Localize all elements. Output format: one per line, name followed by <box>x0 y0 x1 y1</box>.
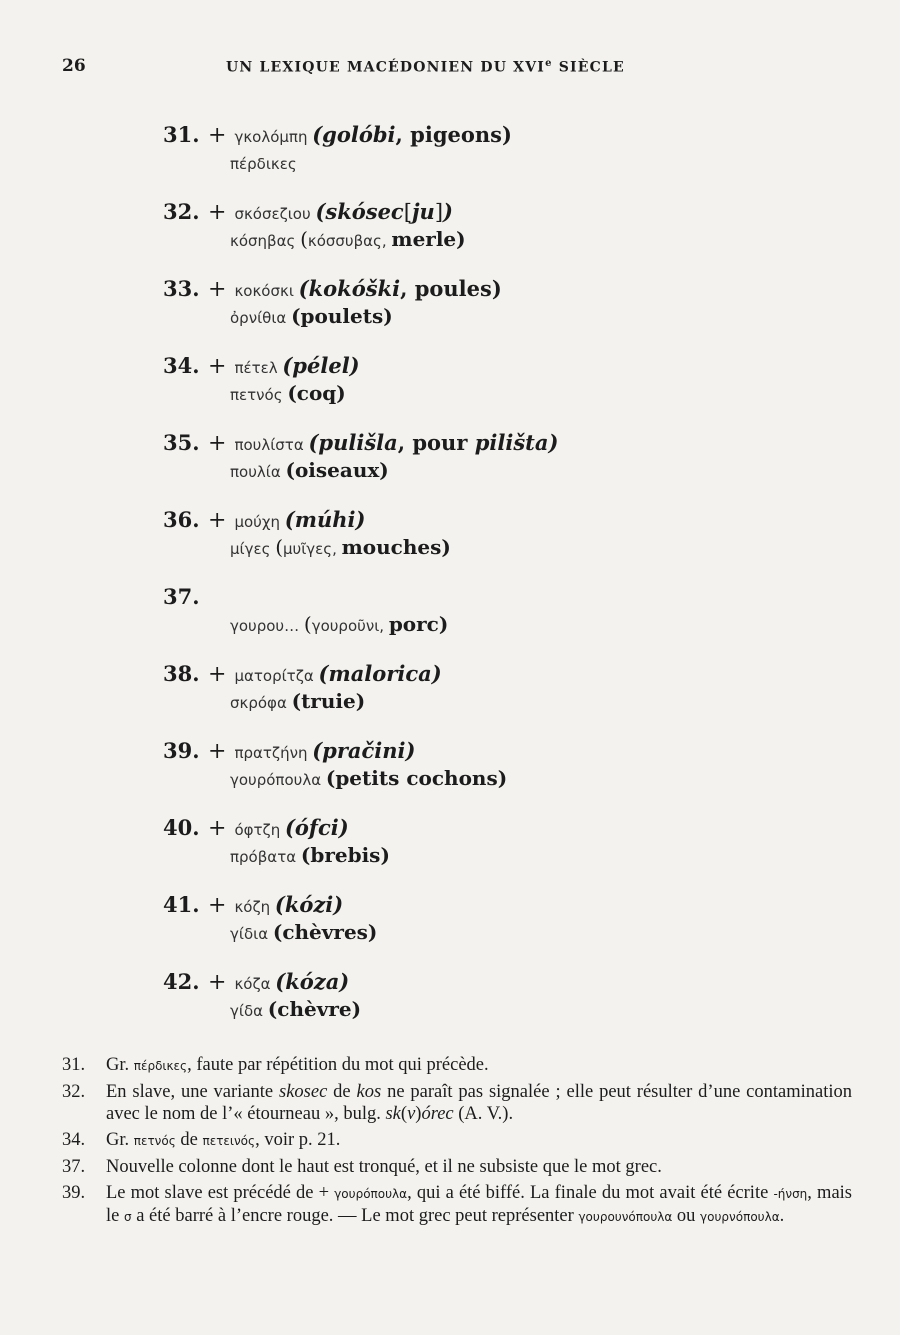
footnote-segment: de <box>327 1082 357 1102</box>
lexicon-entry <box>163 892 558 969</box>
entry-segment: , pour <box>397 430 475 455</box>
entry-segment: πετνός <box>230 386 288 404</box>
entry-segment: (kokóški <box>298 276 401 301</box>
entry-slavic-line <box>163 276 558 304</box>
entry-segment: γίδα <box>230 1002 268 1020</box>
footnote-segment: -ήνση <box>773 1187 808 1201</box>
entry-segment: γκολόμπη <box>234 128 313 146</box>
entry-greek-line <box>163 304 558 328</box>
footnote-segment: πετεινός <box>202 1134 256 1148</box>
footnote-segment: En slave, une variante <box>106 1082 279 1102</box>
entry-segment: pilišta) <box>474 430 559 455</box>
running-title-text: UN LEXIQUE MACÉDONIEN DU XVI <box>226 59 546 76</box>
entry-segment: (pračini) <box>312 738 416 763</box>
entry-slavic-line <box>163 738 558 766</box>
entry-greek-line <box>163 381 558 405</box>
entry-segment: σκόσεζιου <box>234 205 316 223</box>
entry-segment: ju <box>411 199 435 224</box>
footnote-text <box>106 1129 852 1152</box>
footnote-number: 34. <box>62 1130 86 1150</box>
footnote-segment: órec <box>421 1104 454 1124</box>
entry-segment: (chèvres) <box>272 920 378 944</box>
entry-segment: (kózi) <box>274 892 344 917</box>
entry-slavic-line <box>163 892 558 920</box>
footnote-segment: , voir p. 21. <box>255 1130 341 1150</box>
footnote-segment: Nouvelle colonne dont le haut est tronqué, et il ne subsiste que le mot grec. <box>106 1157 662 1177</box>
footnote-segment: γουρουνόπουλα <box>578 1210 673 1224</box>
entry-segment: κόσσυβας, <box>307 232 392 250</box>
footnote-number: 39. <box>62 1183 86 1203</box>
entry-number: 32. <box>163 199 200 224</box>
entry-segment: σκρόφα <box>230 694 292 712</box>
footnote-number: 37. <box>62 1157 86 1177</box>
footnote-text <box>106 1182 852 1228</box>
entry-segment: μυῖγες, <box>283 540 342 558</box>
footnote-segment: , faute par répétition du mot qui précède. <box>187 1055 489 1075</box>
footnote <box>62 1129 852 1152</box>
entry-segment: (pulišla <box>308 430 398 455</box>
footnote-segment: a été barré à l’encre rouge. — Le mot grec peut représenter <box>131 1206 579 1226</box>
entry-segment: πουλίστα <box>234 436 309 454</box>
cross-mark: + <box>208 354 227 379</box>
entry-segment: γίδια <box>230 925 273 943</box>
footnote-segment: γουρόπουλα <box>334 1187 408 1201</box>
entry-segment: ὀρνίθια <box>230 309 292 327</box>
entry-segment: (oiseaux) <box>285 458 389 482</box>
footnote-segment: de <box>175 1130 203 1150</box>
lexicon-entry <box>163 661 558 738</box>
entry-slavic-line <box>163 815 558 843</box>
entry-segment: (múhi) <box>284 507 366 532</box>
footnote-segment: Le mot slave est précédé de + <box>106 1183 335 1203</box>
footnote <box>62 1054 852 1077</box>
lexicon-entry <box>163 353 558 430</box>
entry-number: 34. <box>163 353 200 378</box>
cross-mark: + <box>208 970 227 995</box>
footnote <box>62 1182 852 1228</box>
footnote-text <box>106 1081 852 1125</box>
entry-segment: γουρόπουλα <box>230 771 326 789</box>
entry-segment: , pigeons) <box>395 122 512 147</box>
entry-number: 38. <box>163 661 200 686</box>
entry-greek-line <box>163 150 558 174</box>
lexicon-entries <box>163 122 558 1046</box>
entry-segment: (petits cochons) <box>325 766 508 790</box>
running-title-sup: e <box>545 58 553 69</box>
footnote-segment: sk <box>385 1104 401 1124</box>
entry-segment: πέρδικες <box>230 155 297 173</box>
footnote-segment: ne paraît pas signalée ; elle peut résulter d’une contamination avec le nom de l’« étourneau », bulg. <box>106 1082 852 1124</box>
entry-segment: κοκόσκι <box>234 282 299 300</box>
cross-mark: + <box>208 662 227 687</box>
entry-slavic-line <box>163 661 558 689</box>
page-number: 26 <box>62 56 86 76</box>
cross-mark: + <box>208 277 227 302</box>
footnote-segment: ( <box>400 1104 408 1124</box>
entry-segment: πέτελ <box>234 359 283 377</box>
entry-segment: όφτζη <box>234 821 285 839</box>
entry-segment: κόζα <box>234 975 276 993</box>
entry-segment: (truie) <box>291 689 366 713</box>
entry-slavic-line <box>163 969 558 997</box>
entry-greek-line <box>163 843 558 867</box>
footnote-text <box>106 1054 852 1077</box>
entry-greek-line <box>163 997 558 1021</box>
entry-segment: ( <box>275 535 283 559</box>
running-title-end: SIÈCLE <box>552 59 625 76</box>
entry-segment: (chèvre) <box>267 997 362 1021</box>
footnote-number: 32. <box>62 1082 86 1102</box>
entry-slavic-line <box>163 430 558 458</box>
entry-number: 31. <box>163 122 200 147</box>
entry-greek-line <box>163 535 558 559</box>
entry-number: 36. <box>163 507 200 532</box>
entry-number: 39. <box>163 738 200 763</box>
lexicon-entry <box>163 815 558 892</box>
lexicon-entry <box>163 430 558 507</box>
lexicon-entry <box>163 507 558 584</box>
footnote-segment: Gr. <box>106 1055 134 1075</box>
footnote-number: 31. <box>62 1055 86 1075</box>
entry-segment: (skósec <box>315 199 404 224</box>
cross-mark: + <box>208 893 227 918</box>
cross-mark: + <box>208 123 227 148</box>
entry-segment: , poules) <box>400 276 502 301</box>
entry-slavic-line <box>163 122 558 150</box>
footnote-segment: . <box>779 1206 785 1226</box>
entry-segment: (poulets) <box>291 304 393 328</box>
footnote-segment: , mais le <box>106 1183 852 1226</box>
entry-segment: ] <box>434 200 444 224</box>
cross-mark: + <box>208 508 227 533</box>
entry-number: 41. <box>163 892 200 917</box>
entry-segment: γουρου… <box>230 617 304 635</box>
cross-mark: + <box>208 816 227 841</box>
entry-segment: ματορίτζα <box>234 667 319 685</box>
entry-segment: merle) <box>391 227 466 251</box>
entry-greek-line <box>163 227 558 251</box>
entry-segment: (pélel) <box>282 353 360 378</box>
footnote-segment: skosec <box>279 1082 328 1102</box>
entry-greek-line <box>163 458 558 482</box>
entry-slavic-line <box>163 584 558 612</box>
entry-slavic-line <box>163 507 558 535</box>
footnote-segment: v <box>407 1104 416 1124</box>
entry-segment: πρόβατα <box>230 848 301 866</box>
footnote-segment: , qui a été biffé. La finale du mot avait été écrite <box>407 1183 774 1203</box>
entry-greek-line <box>163 612 558 636</box>
entry-slavic-line <box>163 199 558 227</box>
cross-mark: + <box>208 431 227 456</box>
cross-mark: + <box>208 739 227 764</box>
entry-number: 42. <box>163 969 200 994</box>
footnote-segment: πετνός <box>133 1134 176 1148</box>
footnote-text <box>106 1156 852 1178</box>
entry-number: 40. <box>163 815 200 840</box>
entry-segment: (kóza) <box>275 969 350 994</box>
entry-number: 37. <box>163 584 200 609</box>
cross-mark: + <box>208 200 227 225</box>
entry-greek-line <box>163 920 558 944</box>
footnote-segment: σ <box>123 1210 132 1224</box>
running-title <box>226 58 625 76</box>
lexicon-entry <box>163 738 558 815</box>
entry-segment: (malorica) <box>318 661 442 686</box>
entry-segment: (brebis) <box>300 843 390 867</box>
footnote-segment: Gr. <box>106 1130 134 1150</box>
entry-segment: (coq) <box>287 381 346 405</box>
entry-segment: μούχη <box>234 513 285 531</box>
entry-segment: ( <box>300 227 308 251</box>
entry-segment: (golóbi <box>312 122 396 147</box>
entry-segment: πουλία <box>230 463 286 481</box>
lexicon-entry <box>163 969 558 1046</box>
lexicon-entry <box>163 584 558 661</box>
footnote-segment: kos <box>356 1082 382 1102</box>
entry-segment: ) <box>443 199 453 224</box>
entry-greek-line <box>163 766 558 790</box>
lexicon-entry <box>163 122 558 199</box>
entry-segment: πρατζήνη <box>234 744 313 762</box>
entry-segment: μίγες <box>230 540 276 558</box>
entry-segment: (ófci) <box>284 815 349 840</box>
entry-number: 35. <box>163 430 200 455</box>
entry-segment: γουροῦνι, <box>311 617 389 635</box>
entry-segment: κόσηβας <box>230 232 301 250</box>
lexicon-entry <box>163 276 558 353</box>
entry-segment: mouches) <box>341 535 451 559</box>
lexicon-entry <box>163 199 558 276</box>
entry-segment: [ <box>403 200 412 224</box>
entry-greek-line <box>163 689 558 713</box>
footnote-segment: ou <box>672 1206 701 1226</box>
entry-segment: κόζη <box>234 898 275 916</box>
footnotes <box>62 1054 852 1232</box>
footnote-segment: (A. V.). <box>453 1104 514 1124</box>
footnote-segment: ) <box>415 1104 422 1124</box>
footnote-segment: γουρνόπουλα <box>700 1210 780 1224</box>
entry-slavic-line <box>163 353 558 381</box>
footnote-segment: πέρδικες <box>133 1059 188 1073</box>
entry-segment: porc) <box>388 612 449 636</box>
entry-number: 33. <box>163 276 200 301</box>
entry-segment: ( <box>303 612 312 636</box>
footnote <box>62 1156 852 1178</box>
footnote <box>62 1081 852 1125</box>
